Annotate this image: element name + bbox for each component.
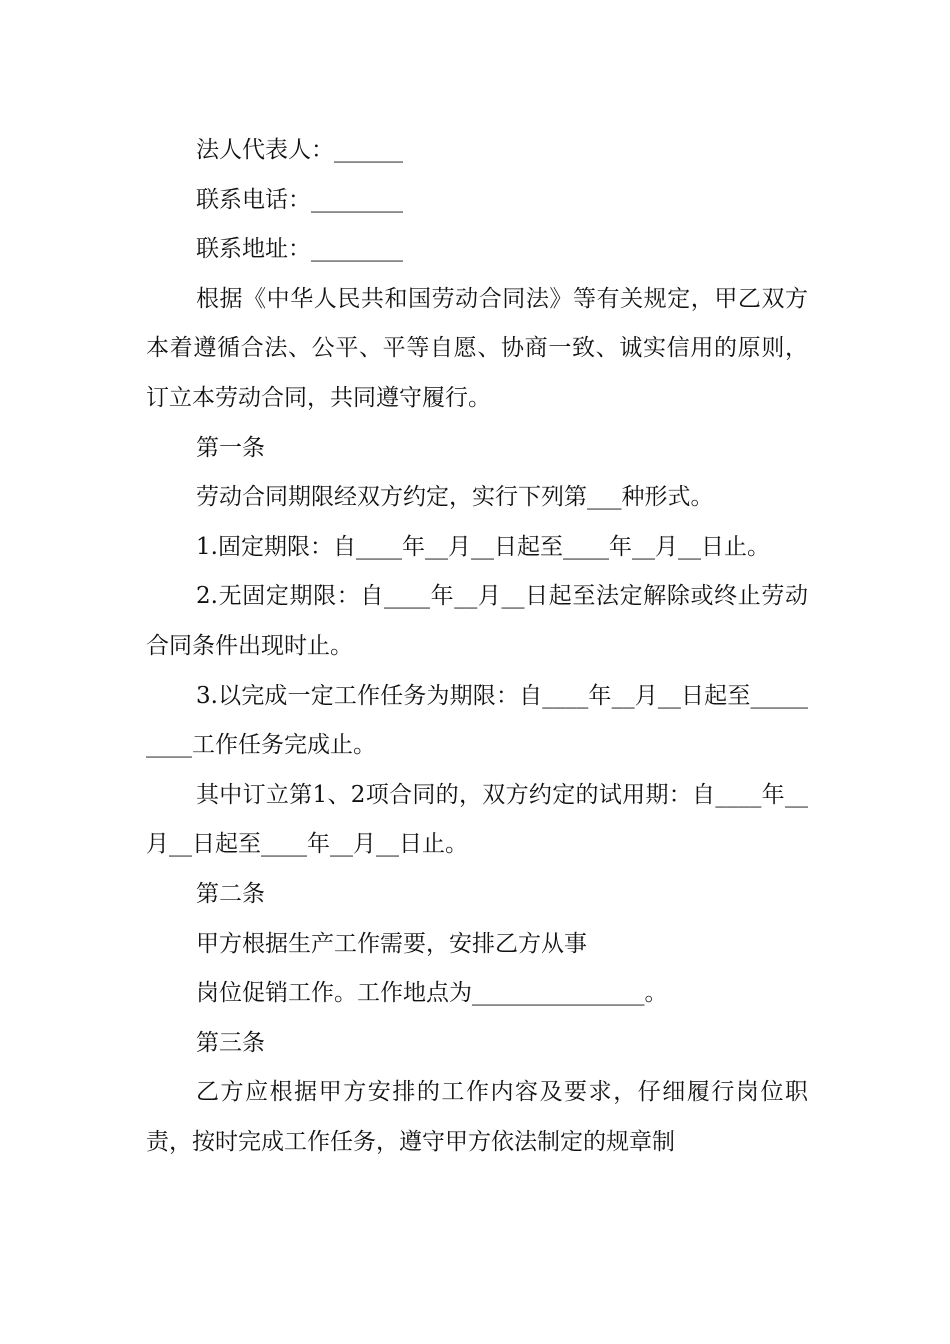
open-term-paragraph: 2.无固定期限：自____年__月__日起至法定解除或终止劳动合同条件出现时止。 — [146, 583, 808, 659]
contact-phone-line: 联系电话：________ — [196, 186, 403, 213]
work-location-line: 岗位促销工作。工作地点为_______________。 — [196, 980, 668, 1007]
legal-representative-line: 法人代表人：______ — [196, 137, 403, 163]
contact-address-line: 联系地址：________ — [196, 236, 403, 263]
contract-body — [146, 126, 808, 1167]
fixed-term-paragraph: 1.固定期限：自____年__月__日起至____年__月__日止。 — [196, 533, 770, 560]
article-three-heading: 第三条 — [196, 1029, 265, 1056]
work-assignment-line: 甲方根据生产工作需要，安排乙方从事 — [196, 930, 587, 957]
task-term-paragraph: 3.以完成一定工作任务为期限：自____年__月__日起至_________工作任务完成止。 — [146, 682, 808, 759]
contract-term-paragraph: 劳动合同期限经双方约定，实行下列第___种形式。 — [196, 484, 714, 511]
probation-paragraph: 其中订立第1、2项合同的，双方约定的试用期：自____年__月__日起至____年__月__日止。 — [146, 781, 808, 858]
article-two-heading: 第二条 — [196, 880, 265, 907]
preamble-paragraph: 根据《中华人民共和国劳动合同法》等有关规定，甲乙双方本着遵循合法、公平、平等自愿、协商一致、诚实信用的原则，订立本劳动合同，共同遵守履行。 — [146, 285, 808, 411]
duties-paragraph: 乙方应根据甲方安排的工作内容及要求，仔细履行岗位职责，按时完成工作任务，遵守甲方依法制定的规章制 — [146, 1079, 808, 1155]
article-one-heading: 第一条 — [196, 434, 265, 461]
